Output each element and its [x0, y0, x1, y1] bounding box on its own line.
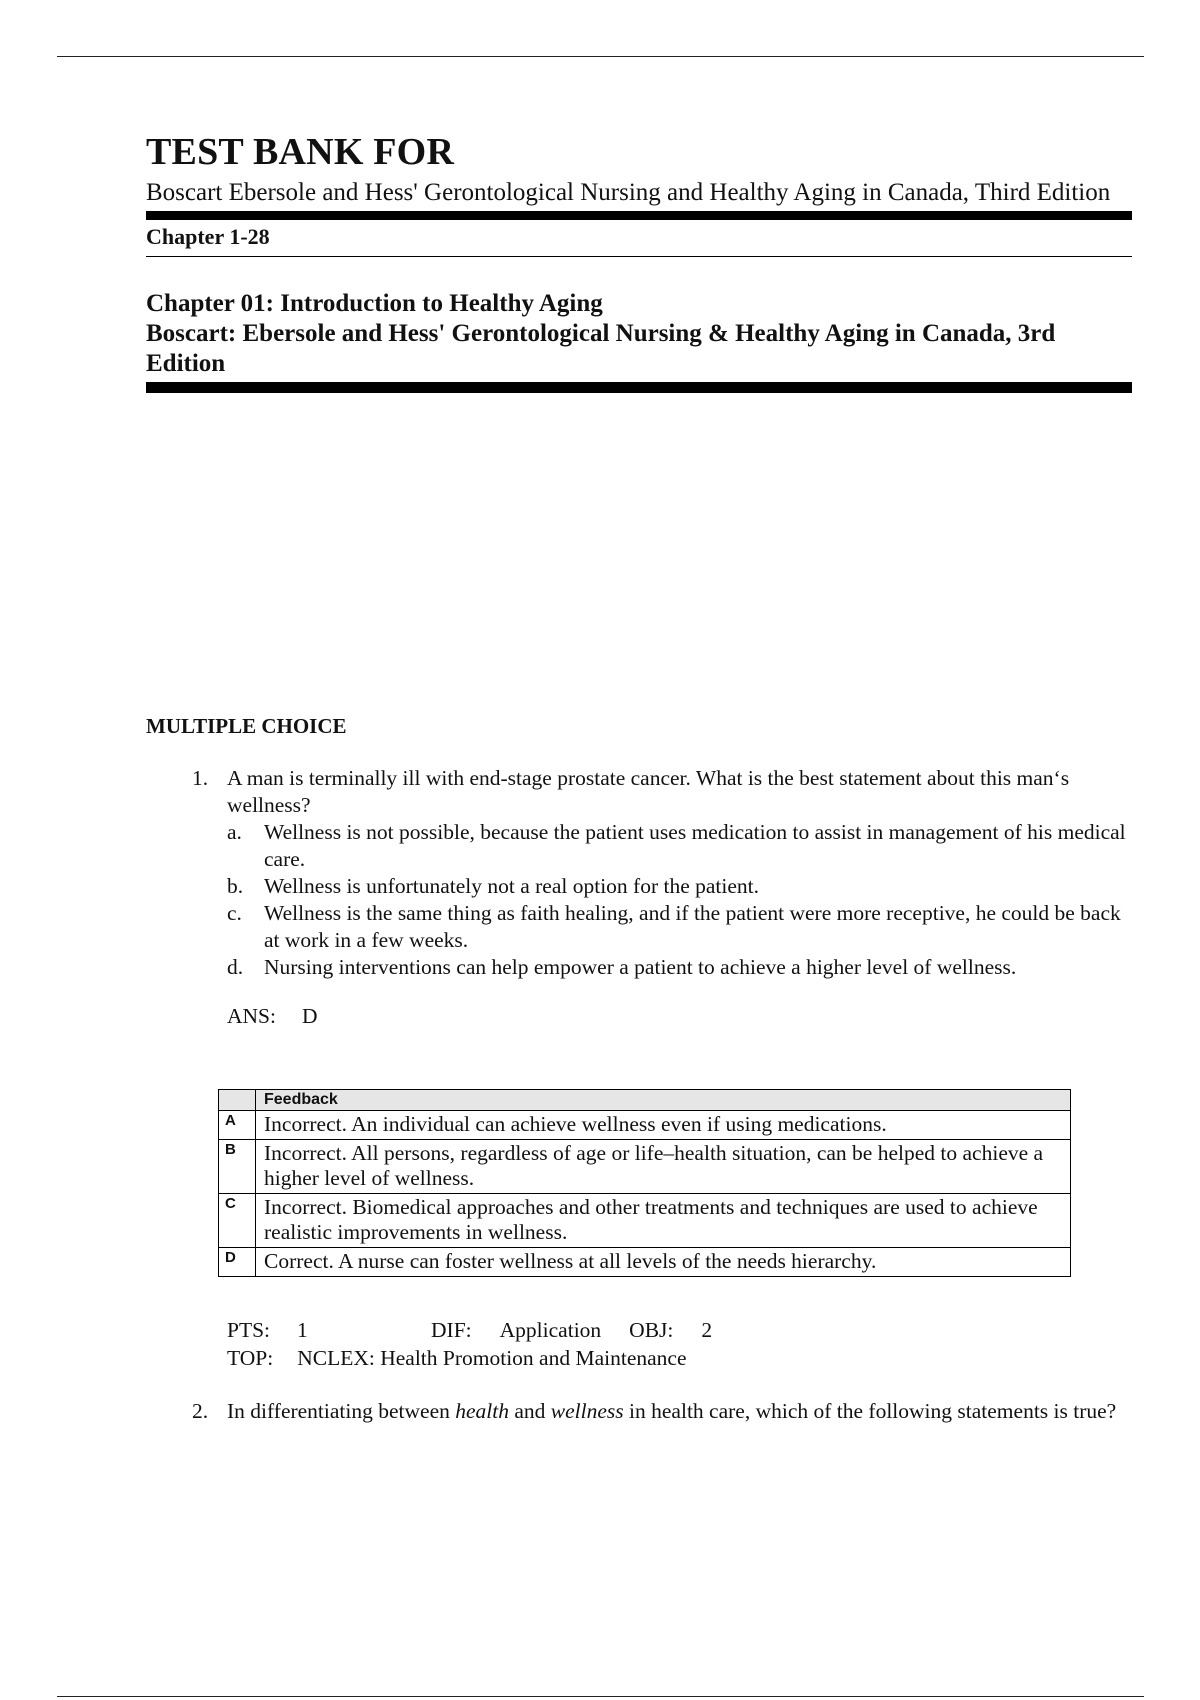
- obj-value: 2: [701, 1318, 713, 1342]
- question-number: 2.: [192, 1399, 209, 1423]
- question-text: A man is terminally ill with end-stage prostate cancer. What is the best statement about this man‘s wellness?: [227, 766, 1070, 817]
- feedback-text: Incorrect. All persons, regardless of age or life–health situation, can be helped to achieve a higher level of wellness.: [256, 1140, 1071, 1194]
- term-health: health: [455, 1399, 509, 1423]
- choice-a: [227, 819, 1132, 873]
- choice-c: [227, 900, 1132, 954]
- question-text-part: and: [509, 1399, 551, 1423]
- meta-row-2: [227, 1344, 712, 1372]
- top-rule: [57, 56, 1144, 57]
- choice-letter: d.: [227, 955, 244, 979]
- answer-choices: [227, 819, 1132, 981]
- pts-label: PTS:: [227, 1318, 271, 1342]
- question-text: [227, 1398, 1132, 1425]
- chapter-title: Chapter 01: Introduction to Healthy Aging: [146, 290, 603, 317]
- feedback-letter: A: [219, 1111, 256, 1140]
- obj-label: OBJ:: [629, 1318, 674, 1342]
- question-2: [192, 1398, 1132, 1425]
- section-heading: MULTIPLE CHOICE: [146, 714, 347, 738]
- choice-text: Wellness is the same thing as faith healing, and if the patient were more receptive, he could be back at work in a few weeks.: [264, 901, 1121, 952]
- choice-letter: a.: [227, 820, 242, 844]
- choice-text: Wellness is not possible, because the patient uses medication to assist in management of his medical care.: [264, 820, 1126, 871]
- answer-line: [227, 1003, 1132, 1030]
- term-wellness: wellness: [550, 1399, 624, 1423]
- bottom-rule: [57, 1696, 1144, 1697]
- choice-text: Nursing interventions can help empower a patient to achieve a higher level of wellness.: [264, 955, 1017, 979]
- question-number: 1.: [192, 766, 209, 790]
- top-value: NCLEX: Health Promotion and Maintenance: [297, 1346, 687, 1370]
- book-subtitle: Boscart Ebersole and Hess' Gerontological Nursing and Healthy Aging in Canada, Third Edition: [146, 179, 1111, 206]
- question-text-part: In differentiating between: [227, 1399, 456, 1423]
- feedback-text: Correct. A nurse can foster wellness at all levels of the needs hierarchy.: [256, 1248, 1071, 1277]
- chapter-heading-block: [146, 289, 1132, 379]
- question-stem: [192, 765, 1132, 819]
- question-metadata: [227, 1316, 712, 1372]
- question-1: [192, 765, 1132, 1030]
- feedback-letter: D: [219, 1248, 256, 1277]
- table-row: [219, 1111, 1071, 1140]
- pts-value: 1: [297, 1318, 308, 1342]
- feedback-text: Incorrect. Biomedical approaches and other treatments and techniques are used to achieve realistic improvements in wellness.: [256, 1194, 1071, 1248]
- feedback-table: [218, 1089, 1071, 1277]
- feedback-header-row: [219, 1090, 1071, 1111]
- header-divider-thick: [146, 211, 1132, 220]
- page-title: TEST BANK FOR: [146, 131, 455, 173]
- feedback-letter: B: [219, 1140, 256, 1194]
- dif-value: Application: [499, 1318, 602, 1342]
- answer-value: D: [302, 1004, 318, 1028]
- feedback-text: Incorrect. An individual can achieve wellness even if using medications.: [256, 1111, 1071, 1140]
- book-line: Boscart: Ebersole and Hess' Gerontological Nursing & Healthy Aging in Canada, 3rd Edition: [146, 320, 1056, 377]
- feedback-header: Feedback: [256, 1090, 1071, 1111]
- choice-text: Wellness is unfortunately not a real option for the patient.: [264, 874, 760, 898]
- feedback-corner-cell: [219, 1090, 256, 1111]
- dif-label: DIF:: [431, 1318, 472, 1342]
- chapter-divider-thick: [146, 382, 1132, 393]
- table-row: [219, 1194, 1071, 1248]
- chapter-range: Chapter 1-28: [146, 224, 270, 249]
- feedback-letter: C: [219, 1194, 256, 1248]
- table-row: [219, 1140, 1071, 1194]
- question-text-part: in health care, which of the following statements is true?: [623, 1399, 1117, 1423]
- question-stem: [192, 1398, 1132, 1425]
- answer-label: ANS:: [227, 1004, 276, 1028]
- top-label: TOP:: [227, 1346, 274, 1370]
- meta-row-1: [227, 1316, 712, 1344]
- choice-b: [227, 873, 1132, 900]
- document-header: [146, 130, 1132, 393]
- choice-letter: c.: [227, 901, 242, 925]
- header-divider-thin: [146, 256, 1132, 257]
- choice-d: [227, 954, 1132, 981]
- choice-letter: b.: [227, 874, 244, 898]
- table-row: [219, 1248, 1071, 1277]
